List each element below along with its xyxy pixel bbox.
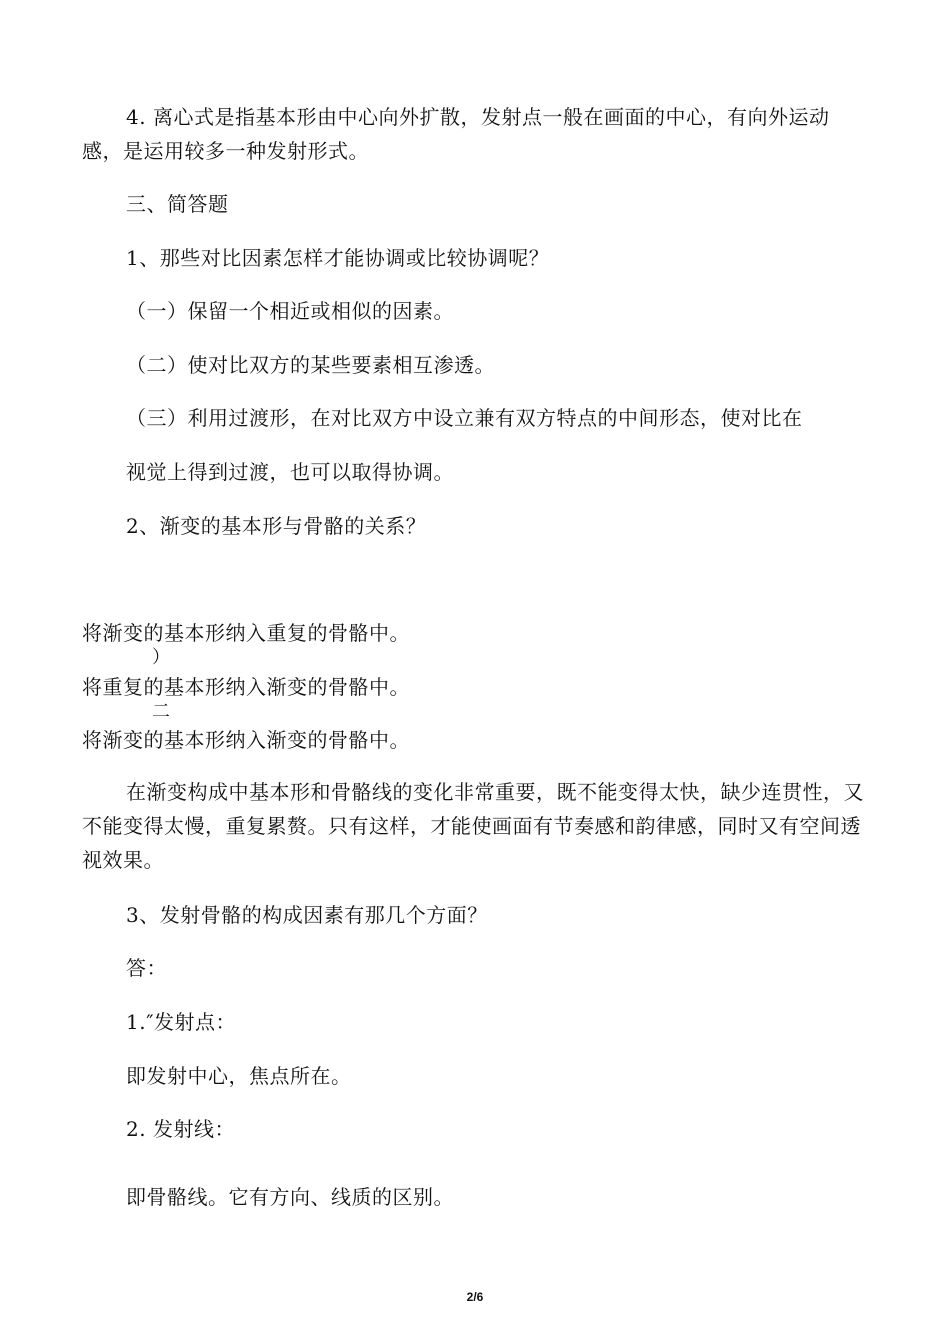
- answer-2-item-3: 将渐变的基本形纳入渐变的骨骼中。: [82, 728, 410, 752]
- answer-1-item-3-line-2: 视觉上得到过渡，也可以取得协调。: [126, 460, 454, 484]
- page-number: 2/6: [466, 1290, 484, 1304]
- answer-2-item-1: 将渐变的基本形纳入重复的骨骼中。: [82, 621, 410, 645]
- answer-1-item-3-line-1: （三）利用过渡形，在对比双方中设立兼有双方特点的中间形态，使对比在: [126, 406, 803, 430]
- answer-2-fragment-paren: ）: [152, 647, 170, 668]
- answer-3-label: 答：: [126, 956, 167, 980]
- answer-3-item-1-title: 1.″发射点：: [126, 1010, 237, 1034]
- answer-1-item-1: （一）保留一个相近或相似的因素。: [126, 299, 454, 323]
- paragraph-gradient-explanation: 在渐变构成中基本形和骨骼线的变化非常重要，既不能变得太快，缺少连贯性，又不能变得太慢，重复累赘。只有这样，才能使画面有节奏感和韵律感，同时又有空间透视效果。: [82, 780, 864, 872]
- answer-3-item-2-title: 2. 发射线：: [126, 1117, 235, 1141]
- answer-3-item-1-desc: 即发射中心，焦点所在。: [126, 1064, 352, 1088]
- answer-3-item-2-desc: 即骨骼线。它有方向、线质的区别。: [126, 1185, 454, 1209]
- question-1: 1、那些对比因素怎样才能协调或比较协调呢？: [126, 246, 550, 270]
- answer-1-item-2: （二）使对比双方的某些要素相互渗透。: [126, 353, 495, 377]
- question-2: 2、渐变的基本形与骨骼的关系？: [126, 514, 427, 538]
- paragraph-centrifugal: 4. 离心式是指基本形由中心向外扩散，发射点一般在画面的中心，有向外运动感，是运用较多一种发射形式。: [82, 105, 830, 163]
- question-3: 3、发射骨骼的构成因素有那几个方面？: [126, 903, 488, 927]
- answer-2-item-2: 将重复的基本形纳入渐变的骨骼中。: [82, 675, 410, 699]
- answer-2-fragment-two: 二: [152, 701, 170, 722]
- section-heading-short-answer: 三、简答题: [126, 192, 229, 216]
